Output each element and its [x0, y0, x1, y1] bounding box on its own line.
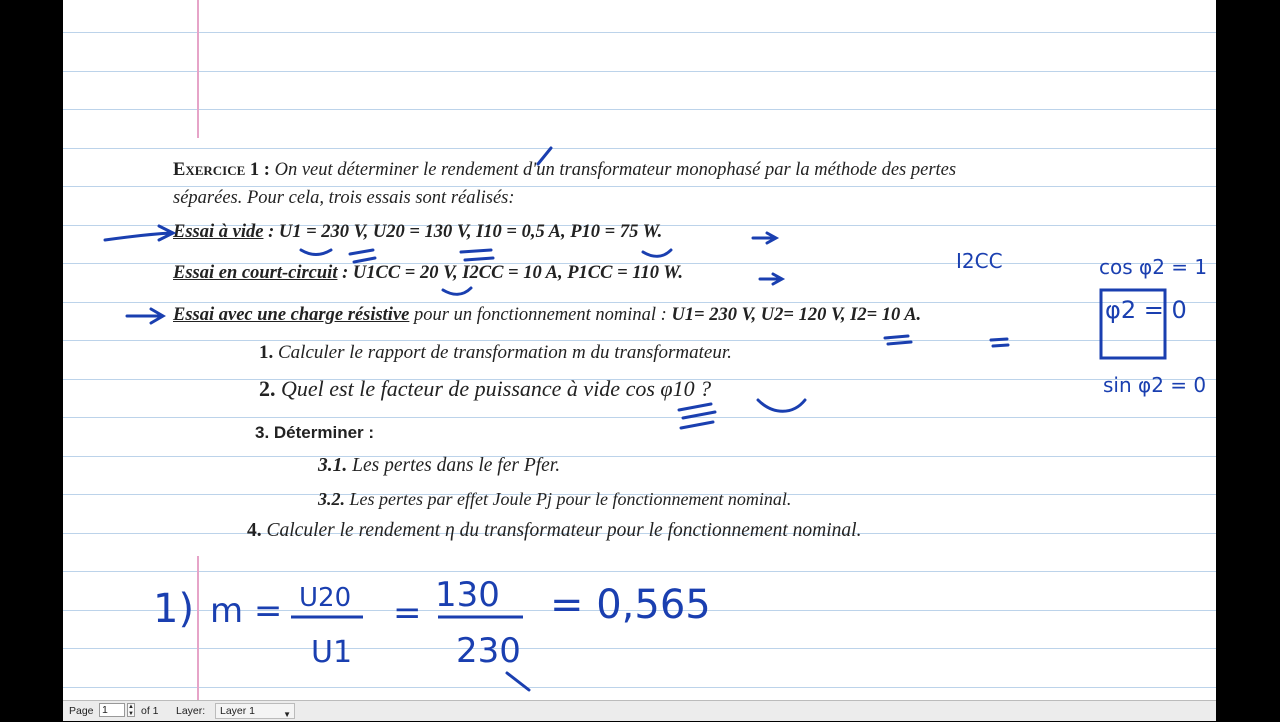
question-3-text: 3. Déterminer : [255, 423, 375, 442]
test-3-text: pour un fonctionnement nominal : [414, 305, 667, 325]
question-3-1-number: 3.1. [318, 455, 348, 476]
answer-result: = 0,565 [550, 582, 711, 628]
chevron-down-icon: ▼ [283, 710, 291, 719]
answer-eq: = [393, 593, 422, 633]
underline-cos [679, 404, 715, 428]
arrow-right-2 [760, 274, 782, 284]
handwriting-layer [63, 0, 1216, 700]
question-3-1-text: Les pertes dans le fer Pfer. [352, 455, 561, 476]
underline-u1 [301, 250, 331, 255]
underline-u20 [350, 250, 375, 262]
test-2-label: Essai en court-circuit [173, 263, 338, 283]
layer-value: Layer 1 [220, 705, 256, 717]
layer-select[interactable] [215, 703, 295, 719]
note-phi: φ2 = 0 [1105, 296, 1187, 324]
intro-line-1: On veut déterminer le rendement d'un transformateur monophasé par la méthode des pertes [274, 160, 957, 180]
page-label: Page [69, 705, 94, 717]
answer-den1: U1 [311, 635, 353, 670]
mark-1 [538, 148, 551, 164]
test-2-values: : U1CC = 20 V, I2CC = 10 A, P1CC = 110 W. [342, 263, 683, 283]
circle-phi10 [758, 400, 805, 411]
arrow-test-3 [127, 309, 163, 323]
page-count: of 1 [141, 705, 159, 717]
note-sin: sin φ2 = 0 [1103, 373, 1207, 397]
page-number-input[interactable]: 1 [99, 703, 125, 717]
underline-i2-2 [991, 339, 1008, 346]
exercise-title: Exercice 1 : [173, 160, 270, 180]
test-1-label: Essai à vide [173, 222, 264, 242]
answer-den2: 230 [456, 631, 521, 671]
answer-num1: U20 [299, 583, 352, 613]
question-3-2-number: 3.2. [318, 489, 345, 509]
answer-m: m = [210, 591, 283, 631]
test-3-label: Essai avec une charge résistive [173, 305, 410, 325]
underline-130 [461, 250, 493, 260]
intro-line-2: séparées. Pour cela, trois essais sont réalisés: [173, 188, 515, 208]
question-2-text: Quel est le facteur de puissance à vide cos φ10 ? [281, 376, 712, 401]
status-bar [63, 700, 1216, 721]
test-3-values: U1= 230 V, U2= 120 V, I2= 10 A. [671, 305, 922, 325]
question-4-text: Calculer le rendement η du transformateur pour le fonctionnement nominal. [266, 520, 862, 541]
underline-p10 [643, 250, 671, 256]
question-4-number: 4. [247, 520, 262, 541]
question-1-text: Calculer le rapport de transformation m du transformateur. [278, 342, 732, 363]
window-edge [1216, 0, 1280, 720]
page-spinner[interactable]: ▲ ▼ [128, 704, 134, 717]
arrow-right-1 [753, 233, 776, 243]
tick-1 [507, 673, 529, 690]
underline-20 [443, 288, 471, 294]
question-2-number: 2. [259, 376, 276, 401]
note-i2cc: I2CC [956, 249, 1003, 273]
layer-label: Layer: [176, 705, 206, 717]
question-1-number: 1. [259, 342, 274, 363]
note-cos: cos φ2 = 1 [1099, 255, 1208, 279]
notebook-page [63, 0, 1216, 700]
test-1-values: : U1 = 230 V, U20 = 130 V, I10 = 0,5 A, P10 = 75 W. [268, 222, 663, 242]
answer-num2: 130 [435, 575, 500, 615]
question-3-2-text: Les pertes par effet Joule Pj pour le fonctionnement nominal. [349, 489, 792, 509]
underline-i2 [885, 336, 911, 344]
answer-number: 1) [153, 586, 195, 632]
arrow-test-1 [105, 226, 173, 240]
